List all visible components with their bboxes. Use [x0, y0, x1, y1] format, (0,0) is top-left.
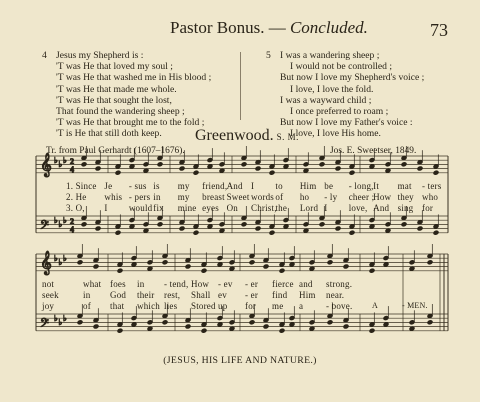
note-head	[343, 264, 349, 269]
verse-line: But now I love my Shepherd's voice ;	[280, 72, 425, 84]
lyric-syllable: I	[104, 203, 108, 213]
note-head	[185, 324, 191, 329]
lyric-syllable: who	[422, 192, 439, 202]
lyric-syllable: On	[226, 203, 238, 213]
lyric-syllable: strong.	[326, 279, 353, 289]
note-head	[255, 166, 261, 171]
lyric-syllable: and	[299, 279, 313, 289]
lyric-syllable: Je	[104, 181, 113, 191]
note-head	[201, 268, 207, 273]
lyric-syllable: - long,	[348, 181, 374, 191]
lyric-syllable: - er	[245, 279, 259, 289]
lyric-syllable: the	[275, 203, 288, 213]
note-head	[349, 170, 355, 175]
note-head	[263, 264, 269, 269]
lyric-syllable: Him	[299, 290, 316, 300]
lyric-syllable: in	[153, 192, 161, 202]
lyric-syllable: Him	[299, 181, 317, 191]
lyric-syllable: fix	[153, 203, 164, 213]
lyric-syllable: Christ,	[251, 203, 277, 213]
time-signature: 2	[70, 217, 74, 226]
note-head	[335, 166, 341, 171]
note-head	[335, 226, 341, 231]
bass-clef: 𝄢	[40, 318, 50, 333]
lyric-syllable: not	[42, 279, 55, 289]
note-head	[81, 222, 87, 227]
lyric-syllable: It	[373, 181, 380, 191]
bass-clef: 𝄢	[40, 220, 50, 235]
flat-sign: ♭	[58, 318, 63, 327]
lyric-syllable: - ters	[422, 181, 442, 191]
verse-number: 4	[42, 50, 47, 61]
note-head	[269, 230, 275, 235]
note-head	[369, 268, 375, 273]
flat-sign: ♭	[54, 156, 58, 165]
note-head	[327, 260, 333, 265]
note-head	[249, 260, 255, 265]
lyric-syllable: that	[110, 301, 125, 311]
lyric-syllable: for	[245, 301, 257, 311]
hymn-name: Greenwood.	[195, 127, 274, 144]
note-head	[77, 320, 83, 325]
lyric-syllable: in	[83, 290, 91, 300]
lyric-syllable: Shall	[191, 290, 211, 300]
amen-syllable: - MEN.	[402, 301, 428, 310]
note-head	[157, 162, 163, 167]
time-signature: 4	[70, 225, 74, 234]
flat-sign: ♭	[58, 220, 63, 229]
note-head	[279, 268, 285, 273]
verse-number: 5	[266, 50, 271, 61]
note-head	[427, 260, 433, 265]
note-head	[417, 226, 423, 231]
lyric-syllable: Lord	[299, 203, 319, 213]
lyric-syllable: 1. Since	[66, 181, 97, 191]
note-head	[179, 166, 185, 171]
lyric-syllable: up	[218, 301, 228, 311]
lyric-syllable: a	[299, 301, 304, 311]
note-head	[185, 264, 191, 269]
verse-line: 'T was He that loved my soul ;	[56, 61, 173, 73]
note-head	[319, 162, 325, 167]
section-caption: (JESUS, HIS LIFE AND NATURE.)	[163, 355, 317, 366]
lyric-syllable: 2. He	[66, 192, 87, 202]
note-head	[95, 166, 101, 171]
note-head	[269, 170, 275, 175]
lyric-syllable: be	[324, 181, 334, 191]
verse-line: I would not be controlled ;	[290, 61, 393, 73]
note-head	[115, 170, 121, 175]
note-head	[433, 170, 439, 175]
verse-line: I was a wandering sheep ;	[280, 50, 380, 61]
flat-sign: ♭	[58, 160, 63, 169]
note-head	[249, 320, 255, 325]
note-head	[117, 268, 123, 273]
treble-clef: 𝄞	[40, 154, 52, 176]
note-head	[417, 166, 423, 171]
lyric-syllable: of	[83, 301, 91, 311]
lyric-syllable: I	[251, 181, 255, 191]
verse-line: I once preferred to roam ;	[290, 106, 389, 118]
lyric-syllable: near.	[326, 290, 345, 300]
note-head	[193, 230, 199, 235]
verse-line: That found the wandering sheep ;	[56, 106, 185, 118]
verse-line: I love, I love the fold.	[290, 83, 374, 95]
lyric-syllable: for	[422, 203, 434, 213]
page-number: 73	[430, 20, 448, 40]
time-signature: 4	[70, 165, 74, 174]
lyric-syllable: my	[177, 181, 190, 191]
lyric-syllable: - bove.	[326, 301, 353, 311]
note-head	[117, 328, 123, 333]
note-head	[201, 328, 207, 333]
flat-sign: ♭	[54, 216, 58, 225]
lyric-syllable: - ly	[324, 192, 338, 202]
note-head	[193, 170, 199, 175]
note-head	[319, 222, 325, 227]
note-head	[349, 230, 355, 235]
lyric-syllable: Sweet	[226, 192, 250, 202]
lyric-syllable: Stored	[191, 301, 216, 311]
lyric-syllable: my	[177, 192, 190, 202]
note-head	[369, 328, 375, 333]
verse-line: I was a wayward child ;	[280, 94, 372, 106]
title-text: Pastor Bonus. —	[170, 18, 290, 37]
lyric-syllable: mine	[177, 203, 197, 213]
title-suffix: Concluded.	[289, 18, 368, 37]
note-head	[401, 162, 407, 167]
verse-line: Jesus my Shepherd is :	[56, 50, 144, 61]
lyric-syllable: - er	[245, 290, 259, 300]
lyric-syllable: - sus	[128, 181, 147, 191]
lyric-syllable: love,	[348, 203, 368, 213]
note-head	[327, 320, 333, 325]
note-head	[81, 162, 87, 167]
verse-line: 'T was He that made me whole.	[56, 83, 177, 95]
note-head	[241, 222, 247, 227]
lyric-syllable: - ev	[218, 279, 233, 289]
lyric-syllable: which	[137, 301, 160, 311]
flat-sign: ♭	[63, 314, 67, 323]
lyric-syllable: in	[137, 279, 145, 289]
flat-sign: ♭	[58, 258, 63, 267]
note-head	[95, 226, 101, 231]
lyric-syllable: would	[128, 203, 153, 213]
lyric-syllable: their	[137, 290, 155, 300]
note-head	[93, 324, 99, 329]
lyric-syllable: seek	[42, 290, 59, 300]
treble-clef: 𝄞	[40, 252, 52, 274]
note-head	[162, 260, 168, 265]
lyric-syllable: of	[275, 192, 284, 202]
lyric-syllable: - tend,	[164, 279, 189, 289]
lyric-syllable: ev	[218, 290, 227, 300]
lyric-syllable: And	[226, 181, 243, 191]
lyric-syllable: God	[110, 290, 127, 300]
lyric-syllable: rest,	[164, 290, 181, 300]
note-head	[255, 226, 261, 231]
time-signature: 2	[70, 157, 74, 166]
note-head	[241, 162, 247, 167]
verse-line: 'T is He that still doth keep.	[56, 128, 162, 140]
note-head	[343, 324, 349, 329]
lyric-syllable: whis	[104, 192, 123, 202]
note-head	[93, 264, 99, 269]
lyric-syllable: How	[373, 192, 392, 202]
lyric-syllable: what	[83, 279, 102, 289]
note-head	[263, 324, 269, 329]
flat-sign: ♭	[54, 314, 58, 323]
lyric-syllable: How	[191, 279, 210, 289]
amen-syllable: A	[372, 301, 378, 310]
lyric-syllable: - pers	[128, 192, 151, 202]
lyric-syllable: eyes	[202, 203, 219, 213]
lyric-syllable: me	[272, 301, 284, 311]
lyric-syllable: 3. O,	[66, 203, 85, 213]
lyric-syllable: lies	[164, 301, 178, 311]
lyric-syllable: find	[272, 290, 288, 300]
note-head	[115, 230, 121, 235]
lyric-syllable: cheer ;	[348, 192, 375, 202]
lyric-syllable: mat	[397, 181, 412, 191]
translator-credit: Tr. from Paul Gerhardt (1607–1676).	[46, 146, 185, 156]
note-head	[433, 230, 439, 235]
lyric-syllable: they	[397, 192, 414, 202]
lyric-syllable: sing	[397, 203, 414, 213]
verse-line: I love, I love His home.	[290, 128, 381, 140]
lyric-syllable: words	[251, 192, 274, 202]
flat-sign: ♭	[63, 216, 67, 225]
note-head	[157, 222, 163, 227]
lyric-syllable: And	[373, 203, 390, 213]
verse-line: 'T was He that brought me to the fold ;	[56, 117, 205, 129]
note-head	[427, 320, 433, 325]
lyric-syllable: to	[275, 181, 283, 191]
verse-line: 'T was He that washed me in His blood ;	[56, 72, 212, 84]
composer-credit: Jos. E. Sweetser, 1849.	[330, 146, 417, 156]
lyric-syllable: ho	[299, 192, 310, 202]
lyric-syllable: is	[153, 181, 160, 191]
lyric-syllable: joy	[42, 301, 55, 311]
lyric-syllable: breast	[202, 192, 225, 202]
flat-sign: ♭	[63, 156, 67, 165]
note-head	[162, 320, 168, 325]
verse-line: But now I love my Father's voice :	[280, 117, 413, 129]
note-head	[401, 222, 407, 227]
note-head	[179, 226, 185, 231]
lyric-syllable: fierce	[272, 279, 294, 289]
lyric-syllable: I	[324, 203, 328, 213]
hymn-meter: S. M.	[276, 132, 299, 142]
flat-sign: ♭	[54, 254, 58, 263]
lyric-syllable: foes	[110, 279, 126, 289]
note-head	[279, 328, 285, 333]
note-head	[77, 260, 83, 265]
flat-sign: ♭	[63, 254, 67, 263]
lyric-syllable: friend,	[202, 181, 228, 191]
verse-line: 'T was He that sought the lost,	[56, 94, 172, 106]
